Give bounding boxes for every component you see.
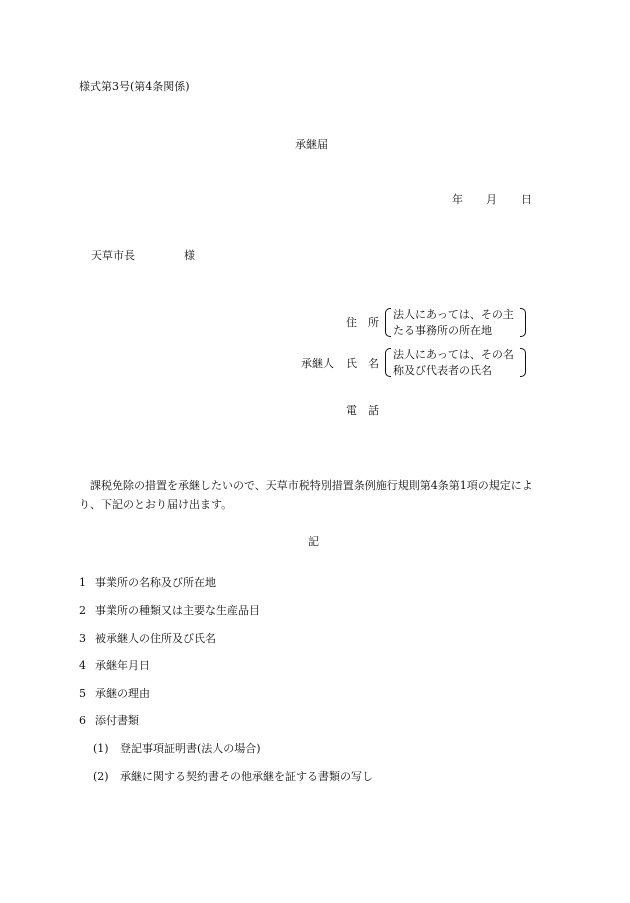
name-bracket-left — [385, 348, 391, 377]
item-number: 4 — [79, 659, 86, 672]
document-title: 承継届 — [295, 138, 328, 151]
address-note-line1: 法人にあっては、その主 — [393, 308, 514, 321]
list-item — [79, 605, 260, 616]
addressee-name: 天草市長 — [91, 249, 135, 262]
item-text: 承継の理由 — [95, 687, 150, 700]
item-number: 2 — [79, 604, 86, 617]
address-label: 住 所 — [346, 316, 379, 329]
sub-item-text: 登記事項証明書(法人の場合) — [120, 742, 261, 755]
item-text: 被承継人の住所及び氏名 — [95, 632, 216, 645]
sub-list-item — [93, 771, 373, 782]
date-day: 日 — [521, 193, 532, 206]
name-label: 氏 名 — [346, 357, 379, 370]
sub-list-item — [93, 743, 261, 754]
sub-item-number: (2) — [93, 770, 109, 783]
item-number: 1 — [79, 576, 86, 589]
item-text: 事業所の名称及び所在地 — [95, 576, 216, 589]
item-number: 3 — [79, 632, 86, 645]
addressee-honorific: 様 — [184, 249, 195, 262]
address-note-line2: たる事務所の所在地 — [393, 324, 492, 337]
body-line-2: り、下記のとおり届け出ます。 — [79, 498, 233, 511]
body-line-1: 課税免除の措置を承継したいので、天草市税特別措置条例施行規則第4条第1項の規定によ — [79, 479, 533, 492]
item-number: 5 — [79, 687, 86, 700]
date-year: 年 — [452, 193, 463, 206]
item-number: 6 — [79, 714, 86, 727]
item-text: 事業所の種類又は主要な生産品目 — [95, 604, 260, 617]
name-bracket-right — [520, 348, 526, 377]
item-text: 承継年月日 — [95, 659, 150, 672]
list-item — [79, 715, 139, 726]
address-bracket-right — [520, 308, 526, 337]
sub-item-text: 承継に関する契約書その他承継を証する書類の写し — [120, 770, 373, 783]
form-number: 様式第3号(第4条関係) — [79, 80, 190, 93]
list-item — [79, 577, 216, 588]
ki-heading: 記 — [308, 535, 319, 548]
list-item — [79, 660, 150, 671]
applicant-role: 承継人 — [301, 357, 334, 370]
date-month: 月 — [486, 193, 497, 206]
list-item — [79, 688, 150, 699]
name-note-line1: 法人にあっては、その名 — [393, 348, 514, 361]
address-bracket-left — [385, 308, 391, 337]
list-item — [79, 633, 216, 644]
phone-label: 電 話 — [346, 404, 379, 417]
name-note-line2: 称及び代表者の氏名 — [393, 364, 492, 377]
sub-item-number: (1) — [93, 742, 109, 755]
item-text: 添付書類 — [95, 714, 139, 727]
